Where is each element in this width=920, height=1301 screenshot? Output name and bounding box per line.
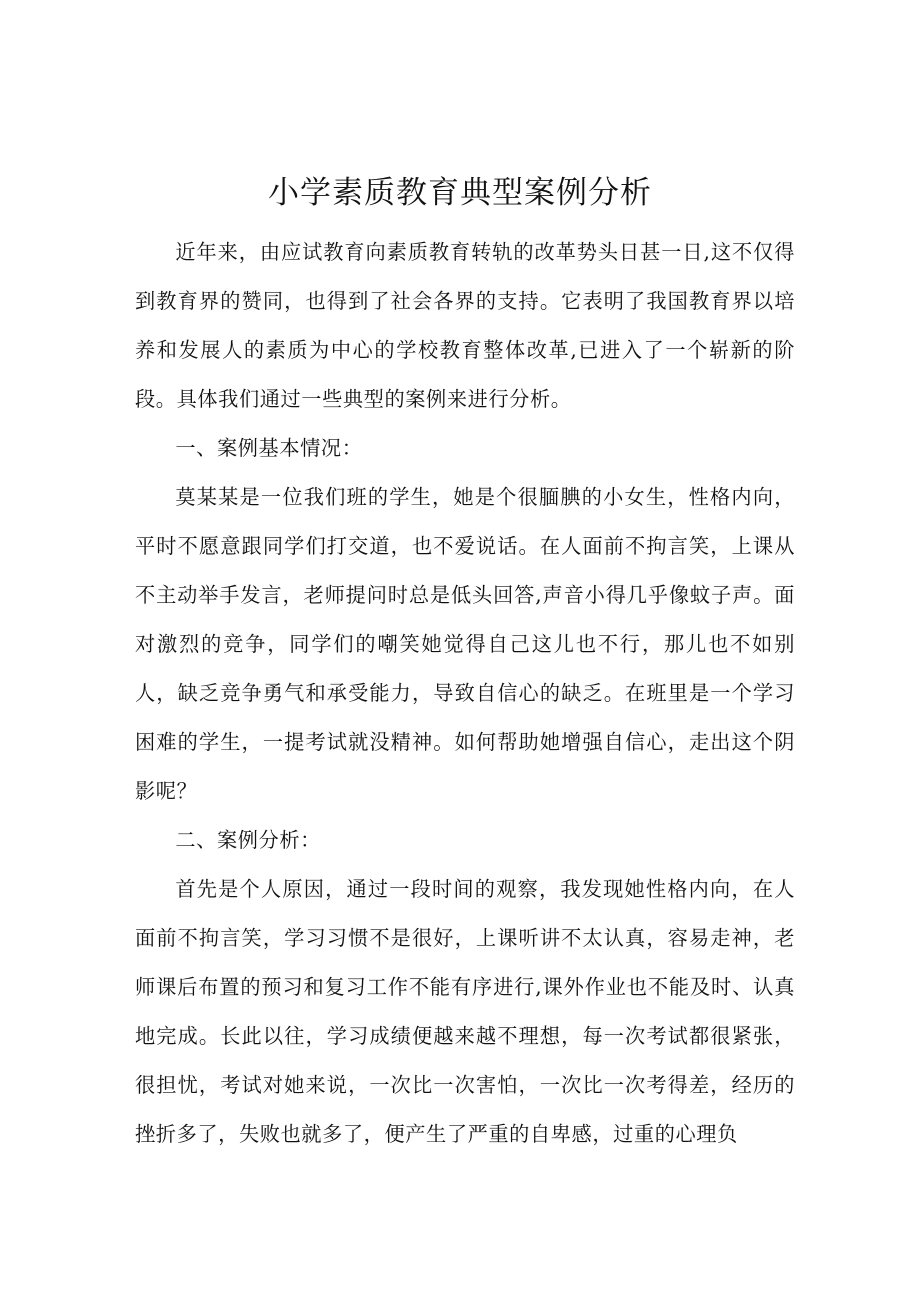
document-title: 小学素质教育典型案例分析: [268, 175, 652, 211]
paragraph-analysis: 首先是个人原因，通过一段时间的观察，我发现她性格内向，在人面前不拘言笑，学习习惯不是很好，上课听讲不太认真，容易走神，老师课后布置的预习和复习工作不能有序进行,课外作业也不能及时、认真地完成。长此以往，学习成绩便越来越不理想，每一次考试都很紧张，很担忧，考试对她来说，一次比一次害怕，一次比一次考得差，经历的挫折多了，失败也就多了，便产生了严重的自卑感，过重的心理负: [135, 877, 795, 1146]
document-body: [135, 228, 795, 1159]
paragraph-intro: 近年来，由应试教育向素质教育转轨的改革势头日甚一日,这不仅得到教育界的赞同，也得到了社会各界的支持。它表明了我国教育界以培养和发展人的素质为中心的学校教育整体改革,已进入了一个崭新的阶段。具体我们通过一些典型的案例来进行分析。: [135, 240, 795, 411]
section-heading-analysis: 二、案例分析：: [175, 828, 321, 852]
section-heading-basic-info: 一、案例基本情况：: [175, 436, 363, 460]
paragraph-case-description: 莫某某是一位我们班的学生，她是个很腼腆的小女生，性格内向，平时不愿意跟同学们打交道，也不爱说话。在人面前不拘言笑，上课从不主动举手发言，老师提问时总是低头回答,声音小得几乎像蚊子声。面对激烈的竞争，同学们的嘲笑她觉得自己这儿也不行，那儿也不如别人，缺乏竞争勇气和承受能力，导致自信心的缺乏。在班里是一个学习困难的学生，一提考试就没精神。如何帮助她增强自信心，走出这个阴影呢？: [135, 485, 795, 803]
